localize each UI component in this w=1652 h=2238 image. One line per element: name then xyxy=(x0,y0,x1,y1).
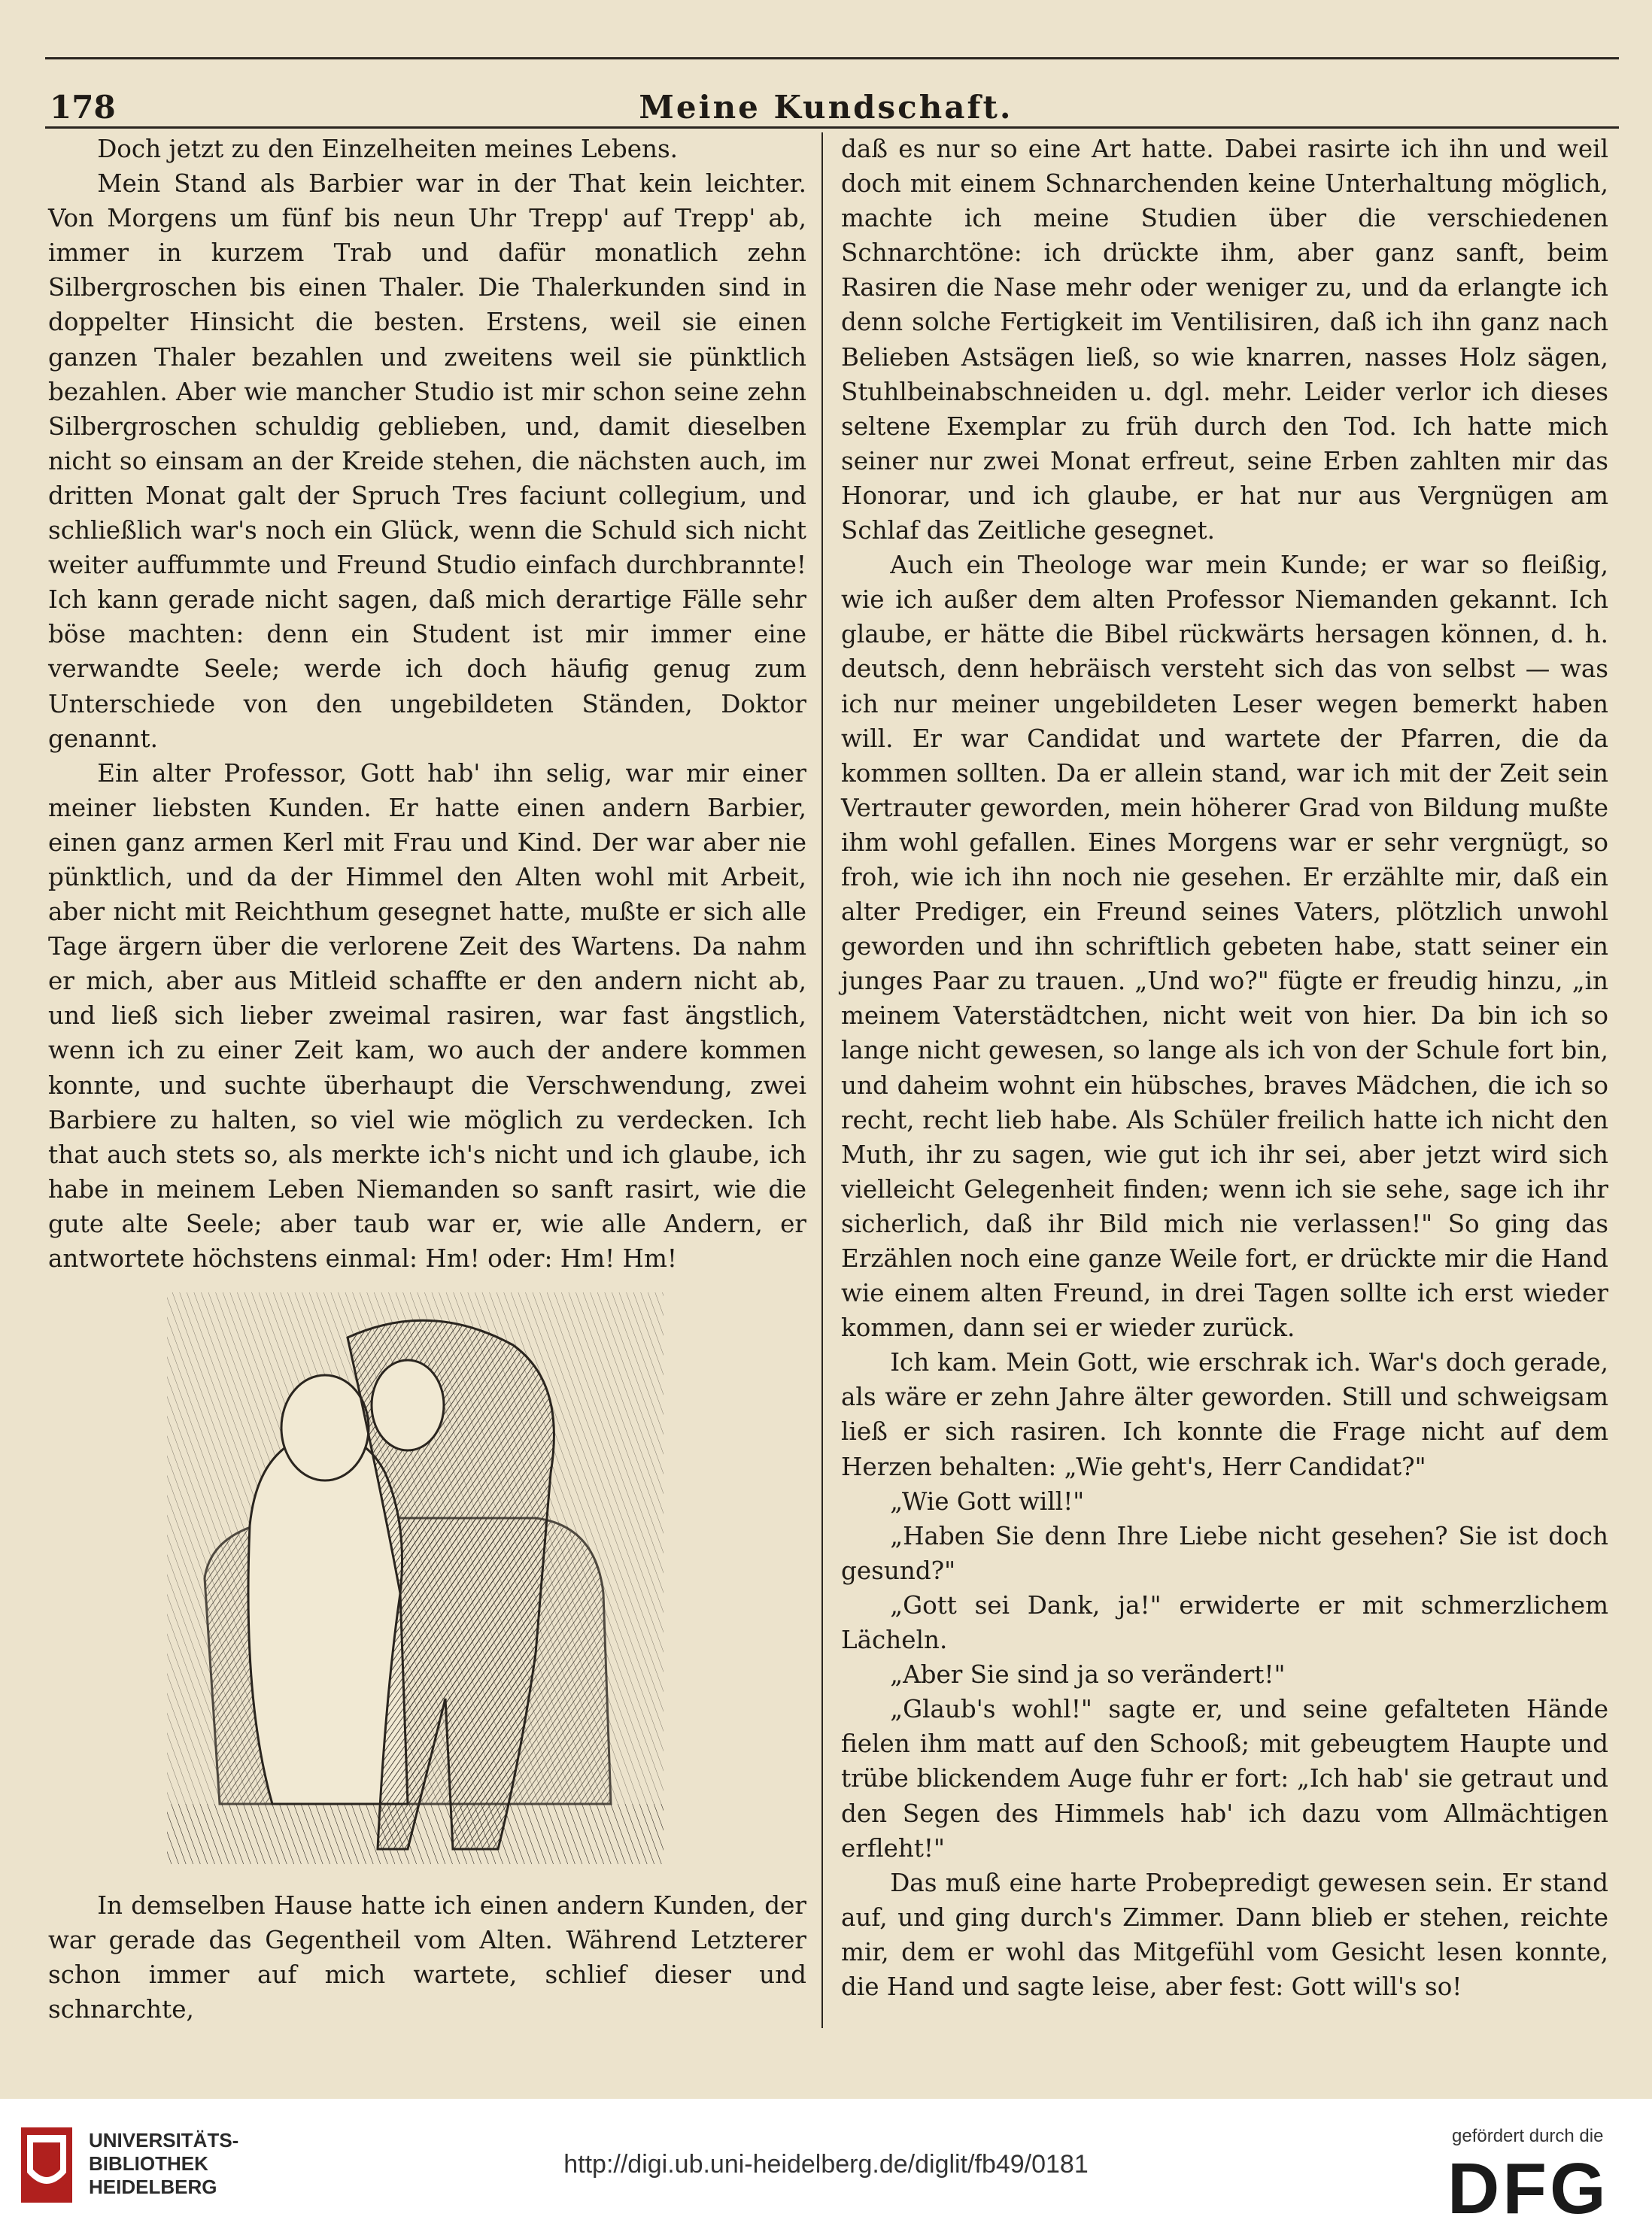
right-column-text xyxy=(841,132,1608,2004)
library-line: UNIVERSITÄTS- xyxy=(89,2129,239,2151)
dfg-logo-text: DFG xyxy=(1447,2153,1609,2221)
funded-by-label: gefördert durch die xyxy=(1452,2126,1604,2146)
paragraph: Ein alter Professor, Gott hab' ihn selig, war mir einer meiner liebsten Kunden. Er hatte einen andern Barbier, einen ganz armen Kerl mit Frau und Kind. Der war aber nie pünktlich, und da der Himmel den Alten wohl mit Arbeit, aber nicht mit Reichthum gesegnet hatte, mußte er sich alle Tage ärgern über die verlorene Zeit des Wartens. Da nahm er mich, aber aus Mitleid schaffte er den andern nicht ab, und ließ sich lieber zweimal rasiren, war fast ängstlich, wenn ich zu einer Zeit kam, wo auch der andere kommen konnte, und suchte überhaupt die Verschwendung, zwei Barbiere zu halten, so viel wie möglich zu verdecken. Ich that auch stets so, als merkte ich's nicht und ich glaube, ich habe in meinem Leben Niemanden so sanft rasirt, wie die gute alte Seele; aber taub war er, wie alle Andern, er antwortete höchstens einmal: Hm! oder: Hm! Hm! xyxy=(48,758,806,1273)
paragraph: Mein Stand als Barbier war in der That kein leichter. Von Morgens um fünf bis neun Uhr Trepp' auf Trepp' ab, immer in kurzem Trab und dafür monatlich zehn Silbergroschen bis einen Thaler. Die Thalerkunden sind in doppelter Hinsicht die besten. Erstens, weil sie einen ganzen Thaler bezahlen und zweitens weil sie pünktlich bezahlen. Aber wie mancher Studio ist mir schon seine zehn Silbergroschen schuldig geblieben, und, damit dieselben nicht so einsam an der Kreide stehen, die nächsten auch, im dritten Monat galt der Spruch Tres faciunt collegium, und schließlich war's noch ein Glück, wenn die Schuld sich nicht weiter auffummte und Freund Studio einfach durchbrannte! Ich kann gerade nicht sagen, daß mich derartige Fälle sehr böse machten: denn ein Student ist mir immer eine verwandte Seele; werde ich doch häufig genug zum Unterschiede von den ungebildeten Ständen, Doktor genannt. xyxy=(48,169,806,753)
paragraph: Doch jetzt zu den Einzelheiten meines Lebens. xyxy=(97,135,679,163)
paragraph: Das muß eine harte Probepredigt gewesen sein. Er stand auf, und ging durch's Zimmer. Dann blieb er stehen, reichte mir, dem er wohl das Mitgefühl vom Gesicht lesen konnte, die Hand und sagte leise, aber fest: Gott will's so! xyxy=(841,1868,1608,2001)
paragraph: „Haben Sie denn Ihre Liebe nicht gesehen? Sie ist doch gesund?" xyxy=(841,1521,1608,1585)
page-number: 178 xyxy=(50,89,116,126)
library-line: BIBLIOTHEK xyxy=(89,2152,208,2175)
paragraph: Ich kam. Mein Gott, wie erschrak ich. War's doch gerade, als wäre er zehn Jahre älter geworden. Still und schweigsam ließ er sich rasiren. Ich konnte die Frage nicht auf dem Herzen behalten: „Wie geht's, Herr Candidat?" xyxy=(841,1348,1608,1481)
paragraph: In demselben Hause hatte ich einen andern Kunden, der war gerade das Gegentheil vom Alten. Während Letzterer schon immer auf mich wartete, schlief dieser und schnarchte, xyxy=(48,1891,806,2024)
barber-head xyxy=(372,1360,444,1450)
paragraph: „Gott sei Dank, ja!" erwiderte er mit schmerzlichem Lächeln. xyxy=(841,1590,1608,1655)
top-border-rule xyxy=(45,57,1619,59)
column-divider xyxy=(821,132,823,2028)
seated-man-head xyxy=(281,1375,369,1480)
paragraph: „Wie Gott will!" xyxy=(890,1486,1085,1516)
paragraph: „Glaub's wohl!" sagte er, und seine gefalteten Hände fielen ihm matt auf den Schooß; mit gebeugtem Haupte und trübe blickendem Auge fuhr er fort: „Ich hab' sie getraut und den Segen des Himmels hab' ich dazu vom Allmächtigen erfleht!" xyxy=(841,1695,1608,1863)
library-line: HEIDELBERG xyxy=(89,2176,217,2198)
left-column-text xyxy=(48,132,806,1276)
dfg-logo-icon xyxy=(1447,2153,1635,2221)
illustration-barber-scene xyxy=(159,1277,671,1872)
header-rule xyxy=(45,126,1619,129)
permalink-url[interactable]: http://digi.ub.uni-heidelberg.de/diglit/fb49/0181 xyxy=(563,2150,1089,2179)
paragraph: Auch ein Theologe war mein Kunde; er war so fleißig, wie ich außer dem alten Professor Niemanden gekannt. Ich glaube, er hätte die Bibel rückwärts hersagen können, d. h. deutsch, denn hebräisch versteht sich das von selbst — was ich nur meiner ungebildeten Leser wegen bemerkt haben will. Er war Candidat und wartete der Pfarren, die da kommen sollten. Da er allein stand, war ich mit der Zeit sein Vertrauter geworden, mein höherer Grad von Bildung mußte ihm wohl gefallen. Eines Morgens war er sehr vergnügt, so froh, wie ich ihn noch nie gesehen. Er erzählte mir, daß ein alter Prediger, ein Freund seines Vaters, plötzlich unwohl geworden und ihn schriftlich gebeten habe, statt seiner ein junges Paar zu trauen. „Und wo?" fügte er freudig hinzu, „in meinem Vaterstädtchen, nicht weit von hier. Da bin ich so lange nicht gewesen, so lange als ich von der Schule fort bin, und daheim wohnt ein hübsches, braves Mädchen, die ich so recht, recht lieb habe. Als Schüler freilich hatte ich nicht den Muth, ihr zu sagen, wie gut ich ihr sei, aber jetzt wird sich vielleicht Gelegenheit finden; wenn ich sie sehe, sage ich ihr sicherlich, daß ihr Bild mich nie verlassen!" So ging das Erzählen noch eine ganze Weile fort, er drückte mir die Hand wie einem alten Freund, in drei Tagen sollte ich erst wieder kommen, dann sei er wieder zurück. xyxy=(841,551,1608,1343)
left-column-bottom-text xyxy=(48,1888,806,2027)
paragraph: daß es nur so eine Art hatte. Dabei rasirte ich ihn und weil doch mit einem Schnarchenden keine Unterhaltung möglich, machte ich meine Studien über die verschiedenen Schnarchtöne: ich drückte ihm, aber ganz sanft, beim Rasiren die Nase mehr oder weniger zu, und da erlangte ich denn solche Fertigkeit im Ventilisiren, daß ich ihn ganz nach Belieben Astsägen ließ, so wie knarren, nasses Holz sägen, Stuhlbeinabschneiden u. dgl. mehr. Leider verlor ich dieses seltene Exemplar zu früh durch den Tod. Ich hatte mich seiner nur zwei Monat erfreut, seine Erben zahlten mir das Honorar, und ich glaube, er hat nur aus Vergnügen am Schlaf das Zeitliche gesegnet. xyxy=(841,135,1608,545)
floor xyxy=(167,1804,664,1864)
running-title: Meine Kundschaft. xyxy=(639,89,1013,126)
paragraph: „Aber Sie sind ja so verändert!" xyxy=(890,1660,1286,1690)
